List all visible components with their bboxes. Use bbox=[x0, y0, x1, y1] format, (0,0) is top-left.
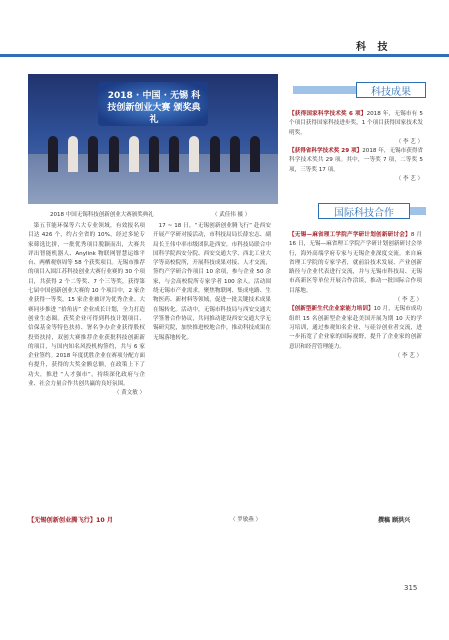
person-figure bbox=[230, 136, 240, 172]
body-text: 2018 年，无锡市有 5 个项目获得国家科技进步奖，1 个项目获得国家技术发明奖。 bbox=[289, 111, 423, 136]
person-figure bbox=[149, 136, 159, 172]
tag-fill-international bbox=[410, 207, 426, 215]
headline: 【无锡—麻省理工学院产学研计划创新研讨会】 bbox=[289, 232, 411, 238]
person-figure bbox=[169, 136, 179, 172]
person-figure bbox=[109, 136, 119, 172]
photo-caption-author: （ 武佳伟 摄 ） bbox=[212, 212, 251, 218]
result-item-national bbox=[289, 110, 423, 138]
article-column-1 bbox=[28, 222, 145, 399]
section-label: 科 技 bbox=[356, 42, 392, 53]
body-text: 8 月 16 日，无锡—麻省理工学院产学研计划创新研讨会举行，海外高端学府专家与无锡企业深度交流。来自麻省理工学院的专家学者，就前沿技术发展、产业创新路径与企业代表进行交流，并与无锡市科技局、无锡市高新区等单位开展合作洽谈，推动一批国际合作项目落地。 bbox=[289, 232, 422, 294]
news-item-mit bbox=[289, 231, 422, 296]
person-figure bbox=[68, 136, 78, 172]
editor-credit: （ 李 艺 ） bbox=[394, 297, 422, 304]
person-figure bbox=[189, 136, 199, 172]
result-item-provincial bbox=[289, 147, 423, 175]
body-text: 2018 年，无锡市获得省科学技术奖共 29 项。其中，一等奖 7 项，二等奖 5 项，三等奖 17 项。 bbox=[289, 148, 424, 173]
footer-writer: 撰稿 顾洪兴 bbox=[378, 517, 411, 524]
editor-credit: （ 李 艺 ） bbox=[394, 352, 422, 359]
body-text: 17 ~ 18 日，“无锡创新创业腾飞行” 赴西安开展产学研对接活动，市科技局局长薛宏志、副局长王伟中率市级团队赴西安，市科技局联合中国科学院西安分院、西安交通大学、西北工业大学等高校院所，开展科技成果对接、人才交流，签约产学研合作项目 10 余项，参与企业 50 余家，与会高校院所专家学者 100 余人。活动围绕无锡市产业需求，聚焦物联网、集成电路、生物医药、新材料等领域，促进一批关键技术成果在锡转化。活动中，无锡市科技局与西安交通大学签署合作协议，共同推动建设西安交通大学无锡研究院，加快推进校地合作，推动科技成果在无锡落地转化。 bbox=[153, 223, 271, 341]
person-figure bbox=[88, 136, 98, 172]
article-column-2 bbox=[153, 222, 271, 343]
editor-credit: （ 李 艺 ） bbox=[395, 176, 423, 183]
photo-people bbox=[48, 136, 260, 176]
tech-results-box bbox=[289, 110, 423, 184]
page-number: 315 bbox=[404, 584, 418, 592]
person-figure bbox=[250, 136, 260, 172]
body-text: 第五节能环保等六大专业领域，有效报名项目达 426 个，约占全省的 10%，经过多轮专家筛选比拼，一批优秀项目脱颖而出，大赛共评出智能机器人、Anylink 物联网智慧运维平台、两栖观察周等 58 个获奖项目。无锡市推荐的项目入围江苏科技创业大赛行业赛的 30 个项目，共获得 2 个二等奖、7 个三等奖，获得第七届中国创新创业大赛的 10 个项目中，2 家企业获得一等奖，15 家企业被评为优秀企业。大赛同步推进 “拾角齿” 企业成长计划，全力打造创业生态圈。获奖企业可得到科技计划项目、信保基金等特色扶持、署名争办企业获得股权投资扶持，双创大赛推荐企业获批科技创新新的项目，与国内知名风投机构签约，共与 6 家企业签约。2018 年度优胜企业在赛项分配方面有提升，获得的大奖金额总额，在政策上下了功夫，推进 “人才强市”，持续深化政府与企业、社会力量合作共创共赢的良好氛围。 bbox=[28, 223, 145, 388]
editor-credit: （ 李 艺 ） bbox=[395, 138, 423, 145]
person-figure bbox=[129, 136, 139, 172]
editor-credit: （ 黄文敏 ） bbox=[114, 390, 145, 397]
section-tag-international: 国际科技合作 bbox=[318, 203, 410, 219]
headline: 【获得国家科学技术奖 6 项】 bbox=[289, 111, 367, 117]
footer-author: （ 罗敏燕 ） bbox=[230, 517, 261, 523]
footer-headline: 【无锡创新创业腾飞行】10 月 bbox=[28, 517, 114, 524]
person-figure bbox=[210, 136, 220, 172]
section-tag-tech-results: 科技成果 bbox=[356, 82, 426, 98]
photo-banner-text: 2018 · 中国 · 无锡 科技创新创业大赛 颁奖典礼 bbox=[107, 91, 201, 125]
header-rule bbox=[0, 54, 449, 57]
tag-fill-tech-results bbox=[293, 86, 356, 94]
headline: 【获得省科学技术奖 29 项】 bbox=[289, 148, 363, 155]
article-column-3 bbox=[289, 231, 422, 361]
photo-caption: 2018 中国无锡科技创新创业大赛颁奖典礼 bbox=[50, 212, 154, 218]
body-text: 10 月，无锡市成功组织 15 名创新型企业家赴美国开展为期 10 天的学习培训，通过参观知名企业、与硅谷创业者交流，进一步拓宽了企业家的国际视野，提升了企业家的创新意识和经营管理能力。 bbox=[289, 306, 422, 350]
person-figure bbox=[48, 136, 58, 172]
headline: 【创新型新生代企业家能力培训】 bbox=[289, 306, 374, 313]
news-item-training bbox=[289, 305, 422, 351]
news-photo bbox=[28, 74, 278, 204]
